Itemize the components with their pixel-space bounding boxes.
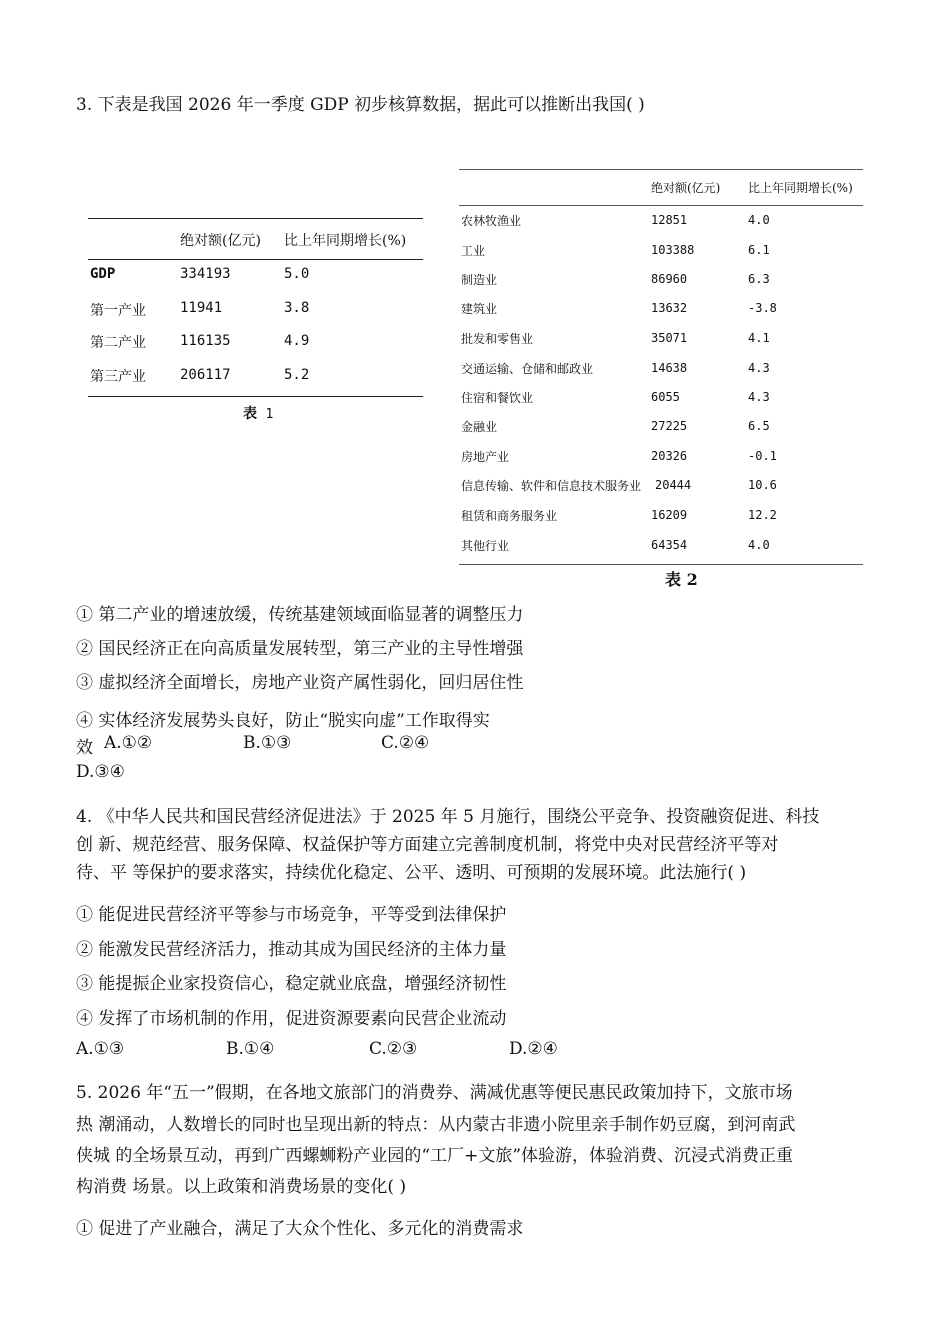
q3-item-2: ② 国民经济正在向高质量发展转型，第三产业的主导性增强 <box>76 639 524 659</box>
table-1-row-growth: 5.0 <box>284 266 310 282</box>
q4-stem-line-2: 创 新、规范经营、服务保障、权益保护等方面建立完善制度机制，将党中央对民营经济平等对 <box>76 835 779 855</box>
table-2-row-amount: 16209 <box>651 508 688 522</box>
table-2-row-name: 交通运输、仓储和邮政业 <box>461 362 594 376</box>
table-2-row-amount: 12851 <box>651 213 688 227</box>
q3-choice-a: A.①② <box>104 733 153 753</box>
table-2-header-rule <box>459 205 863 206</box>
table-2-row-name: 金融业 <box>461 420 498 434</box>
table-2-row-name: 农林牧渔业 <box>461 214 522 228</box>
table-2-row-amount: 13632 <box>651 301 688 315</box>
q3-choice-c: C.②④ <box>381 733 430 753</box>
table-2-row-amount: 20326 <box>651 449 688 463</box>
table-2-row-name: 制造业 <box>461 273 498 287</box>
table-2-row-growth: 6.1 <box>748 243 770 257</box>
table-1-row-amount: 116135 <box>180 333 231 349</box>
table-1-row-name: GDP <box>90 266 116 282</box>
table-1-row-growth: 5.2 <box>284 367 310 383</box>
q3-item-1: ① 第二产业的增速放缓，传统基建领域面临显著的调整压力 <box>76 605 524 625</box>
table-1-caption-number: 1 <box>265 407 274 422</box>
q4-item-3: ③ 能提振企业家投资信心，稳定就业底盘，增强经济韧性 <box>76 974 507 994</box>
table-1-header-growth: 比上年同期增长(%) <box>284 233 407 249</box>
q3-item-3: ③ 虚拟经济全面增长，房地产业资产属性弱化，回归居住性 <box>76 673 524 693</box>
table-2-row-name: 住宿和餐饮业 <box>461 391 534 405</box>
table-2-caption: 表 2 <box>665 570 698 589</box>
q5-stem-line-1: 5. 2026 年“五一”假期，在各地文旅部门的消费券、满减优惠等便民惠民政策加持下，文旅市场 <box>76 1083 793 1103</box>
q5-stem-line-3: 侠城 的全场景互动，再到广西螺蛳粉产业园的“工厂+文旅”体验游，体验消费、沉浸式消费正重 <box>76 1146 794 1166</box>
table-2-row-growth: 4.3 <box>748 390 770 404</box>
table-2-row-name: 其他行业 <box>461 539 510 553</box>
table-1-top-rule <box>88 218 423 219</box>
table-1-row-name: 第二产业 <box>90 335 146 351</box>
table-2-row-growth: -0.1 <box>748 449 777 463</box>
table-2-row-growth: -3.8 <box>748 301 777 315</box>
table-1-row-amount: 206117 <box>180 367 231 383</box>
table-1-row-amount: 11941 <box>180 300 223 316</box>
table-1-caption-label: 表 <box>243 406 257 422</box>
table-2-row-amount: 35071 <box>651 331 688 345</box>
table-2-row-amount: 6055 <box>651 390 680 404</box>
q5-item-1: ① 促进了产业融合，满足了大众个性化、多元化的消费需求 <box>76 1219 524 1239</box>
q4-choice-d: D.②④ <box>509 1039 558 1059</box>
table-2-row-amount: 64354 <box>651 538 688 552</box>
table-2-row-growth: 6.3 <box>748 272 770 286</box>
table-2-row-name: 批发和零售业 <box>461 332 534 346</box>
table-2-bottom-rule <box>459 564 863 565</box>
table-2-row-growth: 4.0 <box>748 213 770 227</box>
q4-stem-line-1: 4. 《中华人民共和国民营经济促进法》于 2025 年 5 月施行，围绕公平竞争、投资融资促进、科技 <box>76 807 820 827</box>
q4-choice-b: B.①④ <box>226 1039 275 1059</box>
table-2-row-growth: 4.3 <box>748 361 770 375</box>
table-2-row-growth: 6.5 <box>748 419 770 433</box>
table-2-row-growth: 4.0 <box>748 538 770 552</box>
table-2-row-amount: 103388 <box>651 243 695 257</box>
q3-item-4: ④ 实体经济发展势头良好，防止“脱实向虚”工作取得实 <box>76 711 490 731</box>
q3-choice-d: D.③④ <box>76 762 125 782</box>
table-1-row-name: 第一产业 <box>90 303 146 319</box>
table-2-row-growth: 12.2 <box>748 508 777 522</box>
q4-stem-line-3: 待、平 等保护的要求落实，持续优化稳定、公平、透明、可预期的发展环境。此法施行( ) <box>76 863 747 883</box>
table-2-row-amount: 20444 <box>655 478 692 492</box>
table-1-caption <box>243 403 273 423</box>
q3-choice-b: B.①③ <box>243 733 292 753</box>
table-1-header-amount: 绝对额(亿元) <box>180 233 261 249</box>
table-1-row-growth: 3.8 <box>284 300 310 316</box>
table-1-row-amount: 334193 <box>180 266 231 282</box>
table-2-row-growth: 10.6 <box>748 478 777 492</box>
table-1-bottom-rule <box>88 396 423 397</box>
table-1-row-name: 第三产业 <box>90 369 146 385</box>
q4-choice-c: C.②③ <box>369 1039 418 1059</box>
q4-item-1: ① 能促进民营经济平等参与市场竞争，平等受到法律保护 <box>76 905 507 925</box>
table-2-header-growth: 比上年同期增长(%) <box>748 181 853 195</box>
table-2-row-name: 房地产业 <box>461 450 510 464</box>
table-2-row-amount: 27225 <box>651 419 688 433</box>
table-2-top-rule <box>459 169 863 170</box>
table-2-row-amount: 14638 <box>651 361 688 375</box>
q5-stem-line-4: 构消费 场景。以上政策和消费场景的变化( ) <box>76 1177 407 1197</box>
table-2-row-name: 租赁和商务服务业 <box>461 509 558 523</box>
table-2-header-amount: 绝对额(亿元) <box>651 181 721 195</box>
table-2-row-amount: 86960 <box>651 272 688 286</box>
table-2-row-name: 建筑业 <box>461 302 498 316</box>
q4-item-2: ② 能激发民营经济活力，推动其成为国民经济的主体力量 <box>76 940 507 960</box>
q3-stem: 3. 下表是我国 2026 年一季度 GDP 初步核算数据，据此可以推断出我国( ) <box>76 95 645 115</box>
table-1-row-growth: 4.9 <box>284 333 310 349</box>
table-2-row-name: 工业 <box>461 244 486 258</box>
q4-item-4: ④ 发挥了市场机制的作用，促进资源要素向民营企业流动 <box>76 1009 507 1029</box>
q4-choice-a: A.①③ <box>76 1039 125 1059</box>
table-1-header-rule <box>88 259 423 260</box>
table-2-row-name: 信息传输、软件和信息技术服务业 <box>461 479 642 493</box>
q5-stem-line-2: 热 潮涌动，人数增长的同时也呈现出新的特点：从内蒙古非遗小院里亲手制作奶豆腐，到河南武 <box>76 1115 796 1135</box>
q3-item-4-tail: 效 <box>76 738 93 758</box>
table-2-row-growth: 4.1 <box>748 331 770 345</box>
